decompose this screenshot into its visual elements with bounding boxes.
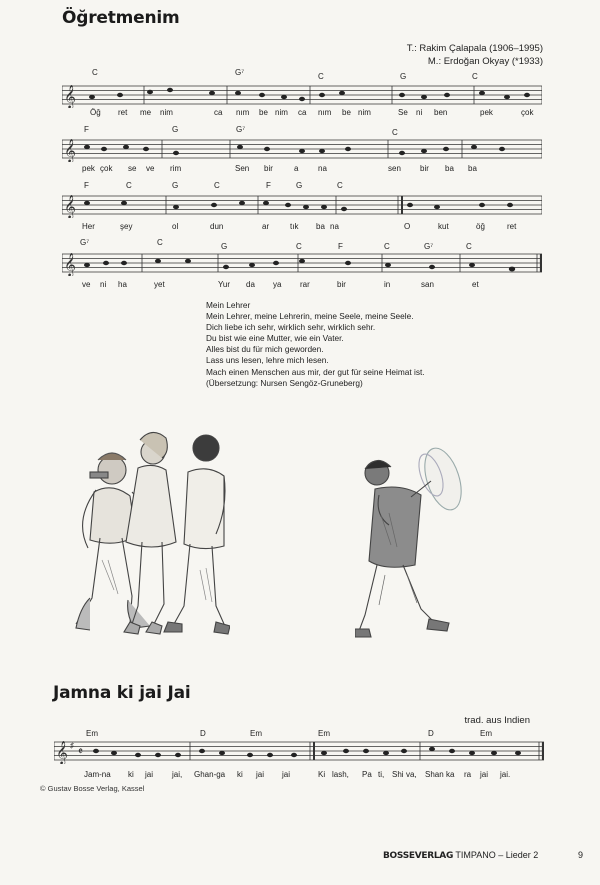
lyric-syllable: sen <box>388 164 401 173</box>
chord-label: G <box>400 72 407 81</box>
lyric-syllable: ni <box>416 108 423 117</box>
chord-label: G⁷ <box>235 68 245 77</box>
chord-label: C <box>92 68 98 77</box>
chord-label: G <box>172 125 179 134</box>
lyric-syllable: nım <box>236 108 250 117</box>
translation-line: (Übersetzung: Nursen Sengöz-Gruneberg) <box>206 377 363 388</box>
svg-text:𝄞: 𝄞 <box>64 138 76 162</box>
chord-label: C <box>126 181 132 190</box>
chord-label: C <box>337 181 343 190</box>
lyric-syllable: ar <box>262 222 270 231</box>
lyric-syllable: ni <box>100 280 107 289</box>
lyric-syllable: Öğ <box>90 108 101 117</box>
chord-label: G <box>221 242 228 251</box>
lyric-syllable: ba <box>316 222 325 231</box>
series-name: TIMPANO – Lieder 2 <box>455 850 539 860</box>
chord-label: G <box>296 181 303 190</box>
lyric-syllable: lash, <box>332 770 349 779</box>
chord-label: C <box>214 181 220 190</box>
music-staff <box>62 136 542 160</box>
lyric-syllable: rim <box>170 164 182 173</box>
lyric-syllable: ki <box>128 770 134 779</box>
svg-text:𝄞: 𝄞 <box>64 194 76 218</box>
lyric-syllable: ve <box>146 164 155 173</box>
chord-label: Em <box>480 729 492 738</box>
chord-label: C <box>472 72 478 81</box>
lyric-syllable: Ghan-ga <box>194 770 226 779</box>
lyric-syllable: jai <box>282 770 291 779</box>
chord-label: C <box>296 242 302 251</box>
translation-line: Mein Lehrer <box>206 300 251 310</box>
lyric-syllable: na <box>318 164 327 173</box>
lyric-syllable: se <box>128 164 137 173</box>
lyric-syllable: şey <box>120 222 133 231</box>
lyric-syllable: Se <box>398 108 408 117</box>
lyric-syllable: ki <box>237 770 243 779</box>
lyric-syllable: pek <box>82 164 95 173</box>
chord-label: C <box>157 238 163 247</box>
lyric-syllable: ti, <box>378 770 385 779</box>
page-number: 9 <box>578 850 584 860</box>
chord-label: C <box>466 242 472 251</box>
translation-line: Du bist wie eine Mutter, wie ein Vater. <box>206 333 344 344</box>
lyric-syllable: bir <box>420 164 429 173</box>
lyric-syllable: na <box>330 222 339 231</box>
lyric-syllable: Yur <box>218 280 231 289</box>
lyric-syllable: jai <box>256 770 265 779</box>
song-title: Öğretmenim <box>62 8 180 28</box>
svg-text:𝄞: 𝄞 <box>64 84 76 108</box>
lyric-syllable: tık <box>290 222 299 231</box>
chord-label: C <box>318 72 324 81</box>
lyric-syllable: dun <box>210 222 224 231</box>
translation-block <box>206 300 425 389</box>
music-staff <box>62 192 542 216</box>
lyric-syllable: nim <box>358 108 371 117</box>
svg-text:𝄞: 𝄞 <box>64 252 76 276</box>
lyric-syllable: ca <box>214 108 223 117</box>
copyright-notice: © Gustav Bosse Verlag, Kassel <box>40 784 145 793</box>
lyric-syllable: Her <box>82 222 95 231</box>
lyric-syllable: nim <box>160 108 173 117</box>
translation-line: Alles bist du für mich geworden. <box>206 344 324 355</box>
lyric-syllable: ra <box>464 770 472 779</box>
lyric-syllable: nim <box>275 108 288 117</box>
lyric-syllable: jai, <box>172 770 183 779</box>
lyric-syllable: kut <box>438 222 449 231</box>
translation-line: Mach einen Menschen aus mir, der gut für seine Heimat ist. <box>206 366 425 377</box>
chord-label: F <box>84 181 89 190</box>
lyric-syllable: çok <box>100 164 113 173</box>
lyric-syllable: ca <box>298 108 307 117</box>
song-title: Jamna ki jai Jai <box>53 683 191 703</box>
lyric-syllable: ol <box>172 222 179 231</box>
music-staff <box>62 82 542 106</box>
lyric-syllable: da <box>246 280 255 289</box>
music-staff <box>54 738 544 762</box>
svg-text:♯: ♯ <box>70 741 74 750</box>
lyric-syllable: Jam-na <box>84 770 111 779</box>
lyric-syllable: ret <box>507 222 517 231</box>
lyric-syllable: a <box>294 164 299 173</box>
chord-label: G⁷ <box>424 242 434 251</box>
chord-label: F <box>338 242 343 251</box>
chord-label: Em <box>250 729 262 738</box>
lyric-syllable: Pa <box>362 770 372 779</box>
lyric-syllable: nım <box>318 108 332 117</box>
chord-label: Em <box>318 729 330 738</box>
publisher-brand: BOSSEVERLAG <box>383 851 454 861</box>
svg-text:𝄞: 𝄞 <box>56 740 68 764</box>
lyric-syllable: me <box>140 108 152 117</box>
children-illustration <box>50 420 230 660</box>
lyric-syllable: be <box>259 108 268 117</box>
lyric-syllable: çok <box>521 108 534 117</box>
svg-text:𝄵: 𝄵 <box>78 745 83 758</box>
lyric-syllable: be <box>342 108 351 117</box>
lyric-syllable: ha <box>118 280 127 289</box>
song-credit: trad. aus Indien <box>464 715 530 726</box>
lyric-syllable: ve <box>82 280 91 289</box>
lyric-syllable: in <box>384 280 391 289</box>
lyric-syllable: jai. <box>500 770 511 779</box>
chord-label: Em <box>86 729 98 738</box>
lyric-syllable: Shan <box>425 770 444 779</box>
chord-label: F <box>84 125 89 134</box>
footer-publisher <box>383 850 538 861</box>
lyric-syllable: öğ <box>476 222 485 231</box>
chord-label: C <box>392 128 398 137</box>
translation-line: Mein Lehrer, meine Lehrerin, meine Seele, meine Seele. <box>206 311 414 322</box>
lyric-syllable: O <box>404 222 411 231</box>
lyric-syllable: ya <box>273 280 282 289</box>
lyric-syllable: ba <box>468 164 477 173</box>
lyric-syllable: ret <box>118 108 128 117</box>
translation-line: Lass uns lesen, lehre mich lesen. <box>206 355 329 366</box>
lyric-syllable: Ki <box>318 770 326 779</box>
song-credits <box>323 42 543 68</box>
lyric-syllable: va, <box>406 770 417 779</box>
lyric-syllable: Sen <box>235 164 250 173</box>
lyric-syllable: ka <box>446 770 455 779</box>
chord-label: G <box>172 181 179 190</box>
lyric-syllable: ben <box>434 108 448 117</box>
lyric-syllable: bir <box>264 164 273 173</box>
lyricist-credit: T.: Rakim Çalapala (1906–1995) <box>406 43 543 54</box>
chord-label: G⁷ <box>236 125 246 134</box>
lyric-syllable: bir <box>337 280 346 289</box>
lyric-syllable: jai <box>145 770 154 779</box>
chord-label: F <box>266 181 271 190</box>
lyric-syllable: pek <box>480 108 493 117</box>
lyric-syllable: ba <box>445 164 454 173</box>
lyric-syllable: yet <box>154 280 165 289</box>
chord-label: C <box>384 242 390 251</box>
translation-line: Dich liebe ich sehr, wirklich sehr, wirklich sehr. <box>206 322 376 333</box>
lyric-syllable: et <box>472 280 479 289</box>
lyric-syllable: rar <box>300 280 310 289</box>
lyric-syllable: san <box>421 280 434 289</box>
music-staff <box>62 250 542 274</box>
lyric-syllable: jai <box>480 770 489 779</box>
chord-label: G⁷ <box>80 238 90 247</box>
cymbal-boy-illustration <box>355 435 465 650</box>
chord-label: D <box>200 729 206 738</box>
composer-credit: M.: Erdoğan Okyay (*1933) <box>427 56 543 67</box>
chord-label: D <box>428 729 434 738</box>
lyric-syllable: Shi <box>392 770 404 779</box>
